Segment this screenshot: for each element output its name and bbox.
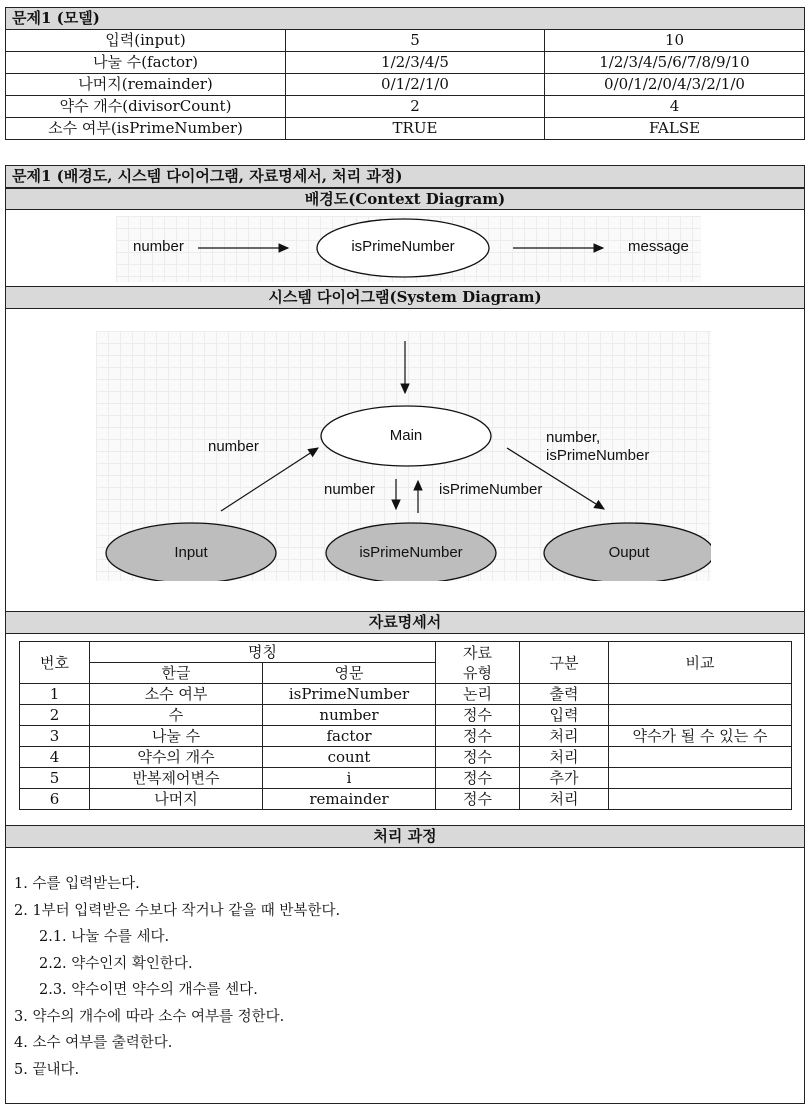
cell-type: 정수 <box>436 726 520 747</box>
main-node-label: Main <box>389 427 423 444</box>
value-case-a: 1/2/3/4/5 <box>286 52 545 74</box>
context-diagram <box>116 216 701 282</box>
table-row <box>20 684 792 705</box>
cell-category: 입력 <box>520 705 609 726</box>
value-case-a: 5 <box>286 30 545 52</box>
value-case-b: 4 <box>545 96 805 118</box>
header-category: 구분 <box>520 642 609 684</box>
flow-up-label: isPrimeNumber <box>439 481 543 498</box>
row-label: 나머지(remainder) <box>6 74 286 96</box>
table-row <box>20 768 792 789</box>
row-label: 약수 개수(divisorCount) <box>6 96 286 118</box>
table-row <box>6 30 805 52</box>
flow-down-label: number <box>324 481 375 498</box>
cell-no: 3 <box>20 726 90 747</box>
system-diagram-title: 시스템 다이어그램(System Diagram) <box>6 286 804 309</box>
cell-english: isPrimeNumber <box>263 684 436 705</box>
header-english: 영문 <box>263 663 436 684</box>
step-item: 2.1. 나눌 수를 세다. <box>39 929 170 945</box>
step-item: 2. 1부터 입력받은 수보다 작거나 같을 때 반복한다. <box>14 902 341 919</box>
header-korean: 한글 <box>90 663 263 684</box>
header-type-line2: 유형 <box>463 663 492 682</box>
header-no: 번호 <box>20 642 90 684</box>
value-case-b: 1/2/3/4/5/6/7/8/9/10 <box>545 52 805 74</box>
value-case-a: 0/1/2/1/0 <box>286 74 545 96</box>
model-title: 문제1 (모델) <box>6 8 805 30</box>
step-item: 2.2. 약수인지 확인한다. <box>39 955 193 972</box>
cell-type: 정수 <box>436 768 520 789</box>
header-note: 비교 <box>609 642 792 684</box>
context-process-label: isPrimeNumber <box>351 238 455 255</box>
value-case-b: FALSE <box>545 118 805 140</box>
cell-category: 추가 <box>520 768 609 789</box>
input-node-label: Input <box>174 544 208 561</box>
context-output-label: message <box>628 238 689 255</box>
table-row <box>20 789 792 810</box>
header-type <box>436 642 520 684</box>
cell-english: count <box>263 747 436 768</box>
cell-no: 5 <box>20 768 90 789</box>
cell-no: 4 <box>20 747 90 768</box>
table-row <box>6 52 805 74</box>
flow-out-label-1: number, <box>546 429 601 446</box>
data-dictionary-table <box>19 641 792 810</box>
table-row <box>6 118 805 140</box>
cell-korean: 반복제어변수 <box>90 768 263 789</box>
row-label: 입력(input) <box>6 30 286 52</box>
value-case-b: 10 <box>545 30 805 52</box>
cell-category: 처리 <box>520 789 609 810</box>
step-item: 2.3. 약수이면 약수의 개수를 센다. <box>39 982 258 998</box>
cell-note <box>609 747 792 768</box>
value-case-b: 0/0/1/2/0/4/3/2/1/0 <box>545 74 805 96</box>
cell-note <box>609 789 792 810</box>
cell-no: 2 <box>20 705 90 726</box>
context-input-label: number <box>133 238 184 255</box>
header-name: 명칭 <box>90 642 436 663</box>
cell-korean: 소수 여부 <box>90 684 263 705</box>
row-label: 소수 여부(isPrimeNumber) <box>6 118 286 140</box>
design-document <box>5 165 805 1104</box>
process-node-label: isPrimeNumber <box>359 544 463 561</box>
table-row <box>20 726 792 747</box>
cell-note <box>609 768 792 789</box>
cell-korean: 나머지 <box>90 789 263 810</box>
output-node-label: Ouput <box>608 544 650 561</box>
input-to-main-arrow <box>221 448 318 511</box>
cell-english: number <box>263 705 436 726</box>
cell-note: 약수가 될 수 있는 수 <box>609 726 792 747</box>
flow-in-label: number <box>208 438 259 455</box>
system-diagram <box>96 331 711 581</box>
step-item: 3. 약수의 개수에 따라 소수 여부를 정한다. <box>14 1008 285 1025</box>
step-item: 5. 끝내다. <box>14 1061 80 1078</box>
step-item: 4. 소수 여부를 출력한다. <box>14 1035 173 1051</box>
cell-note <box>609 705 792 726</box>
model-table <box>5 7 805 140</box>
table-row <box>6 96 805 118</box>
cell-category: 처리 <box>520 747 609 768</box>
cell-type: 정수 <box>436 789 520 810</box>
cell-korean: 나눌 수 <box>90 726 263 747</box>
dictionary-title: 자료명세서 <box>6 611 804 634</box>
cell-type: 정수 <box>436 747 520 768</box>
value-case-a: TRUE <box>286 118 545 140</box>
cell-category: 처리 <box>520 726 609 747</box>
context-diagram-title: 배경도(Context Diagram) <box>6 188 804 210</box>
cell-type: 정수 <box>436 705 520 726</box>
cell-type: 논리 <box>436 684 520 705</box>
value-case-a: 2 <box>286 96 545 118</box>
process-steps <box>14 871 340 1083</box>
cell-korean: 수 <box>90 705 263 726</box>
cell-korean: 약수의 개수 <box>90 747 263 768</box>
cell-note <box>609 684 792 705</box>
main-title: 문제1 (배경도, 시스템 다이어그램, 자료명세서, 처리 과정) <box>6 165 804 188</box>
header-type-line1: 자료 <box>463 643 492 662</box>
flow-out-label-2: isPrimeNumber <box>546 447 650 464</box>
cell-no: 6 <box>20 789 90 810</box>
cell-english: factor <box>263 726 436 747</box>
table-row <box>20 705 792 726</box>
process-title: 처리 과정 <box>6 825 804 848</box>
cell-english: i <box>263 768 436 789</box>
row-label: 나눌 수(factor) <box>6 52 286 74</box>
cell-english: remainder <box>263 789 436 810</box>
table-row <box>20 747 792 768</box>
cell-category: 출력 <box>520 684 609 705</box>
step-item: 1. 수를 입력받는다. <box>14 876 140 892</box>
table-row <box>6 74 805 96</box>
cell-no: 1 <box>20 684 90 705</box>
